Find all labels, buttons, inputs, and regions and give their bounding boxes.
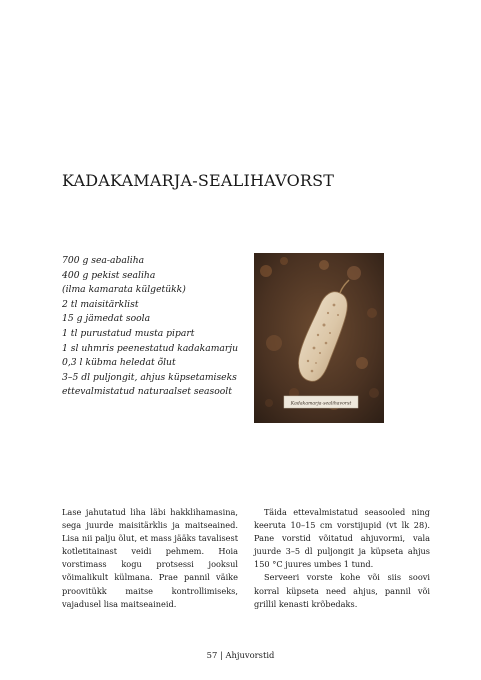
instructions-left-column bbox=[62, 506, 238, 611]
instruction-paragraph: Lase jahutatud liha läbi hakklihamasina, sega juurde maisitärklis ja maitseained. Lisa nii palju õlut, et mass jääks tavalisest kotletitainast veidi pehmem. Hoia vorstimass kogu protsessi jooksul võimalikult külmana. Prae pannil väike proovitükk maitse kontrollimiseks, vajadusel lisa maitseaineid. bbox=[62, 507, 238, 609]
label-text: Kadakamarja-sealihavorst bbox=[290, 401, 352, 407]
recipe-title: KADAKAMARJA-SEALIHAVORST bbox=[62, 170, 335, 190]
section-name: Ahjuvorstid bbox=[225, 650, 275, 660]
page-number: 57 bbox=[206, 650, 218, 660]
sausage-photo bbox=[254, 253, 384, 423]
ingredient-item: (ilma kamarata külgetükk) bbox=[62, 284, 186, 296]
instruction-paragraph: Serveeri vorste kohe või siis soovi korral küpseta need ahjus, pannil või grillil kenasti krõbedaks. bbox=[254, 572, 430, 609]
instructions-right-column bbox=[254, 506, 430, 611]
ingredient-item: ettevalmistatud naturaalset seasoolt bbox=[62, 386, 232, 398]
page-footer bbox=[0, 650, 481, 660]
ingredient-item: 0,3 l kübma heledat õlut bbox=[62, 357, 176, 369]
ingredient-item: 700 g sea-abaliha bbox=[62, 255, 145, 266]
ingredient-item: 15 g jämedat soola bbox=[62, 313, 151, 325]
instruction-paragraph: Täida ettevalmistatud seasooled ning keeruta 10–15 cm vorstijupid (vt lk 28). Pane vorstid võitatud ahjuvormi, vala juurde 3–5 dl puljongit ja küpseta ahjus 150 °C juures umbes 1 tund. bbox=[254, 507, 430, 570]
ingredient-item: 1 sl uhmris peenestatud kadakamarju bbox=[62, 342, 239, 354]
ingredient-item: 2 tl maisitärklist bbox=[62, 298, 139, 310]
footer-separator: | bbox=[219, 650, 223, 660]
ingredient-list bbox=[62, 254, 238, 400]
ingredient-item: 400 g pekist sealiha bbox=[62, 269, 156, 281]
sausage-illustration bbox=[254, 253, 384, 423]
ingredient-item: 1 tl purustatud musta pipart bbox=[62, 327, 195, 339]
ingredient-item: 3–5 dl puljongit, ahjus küpsetamiseks bbox=[62, 371, 237, 383]
